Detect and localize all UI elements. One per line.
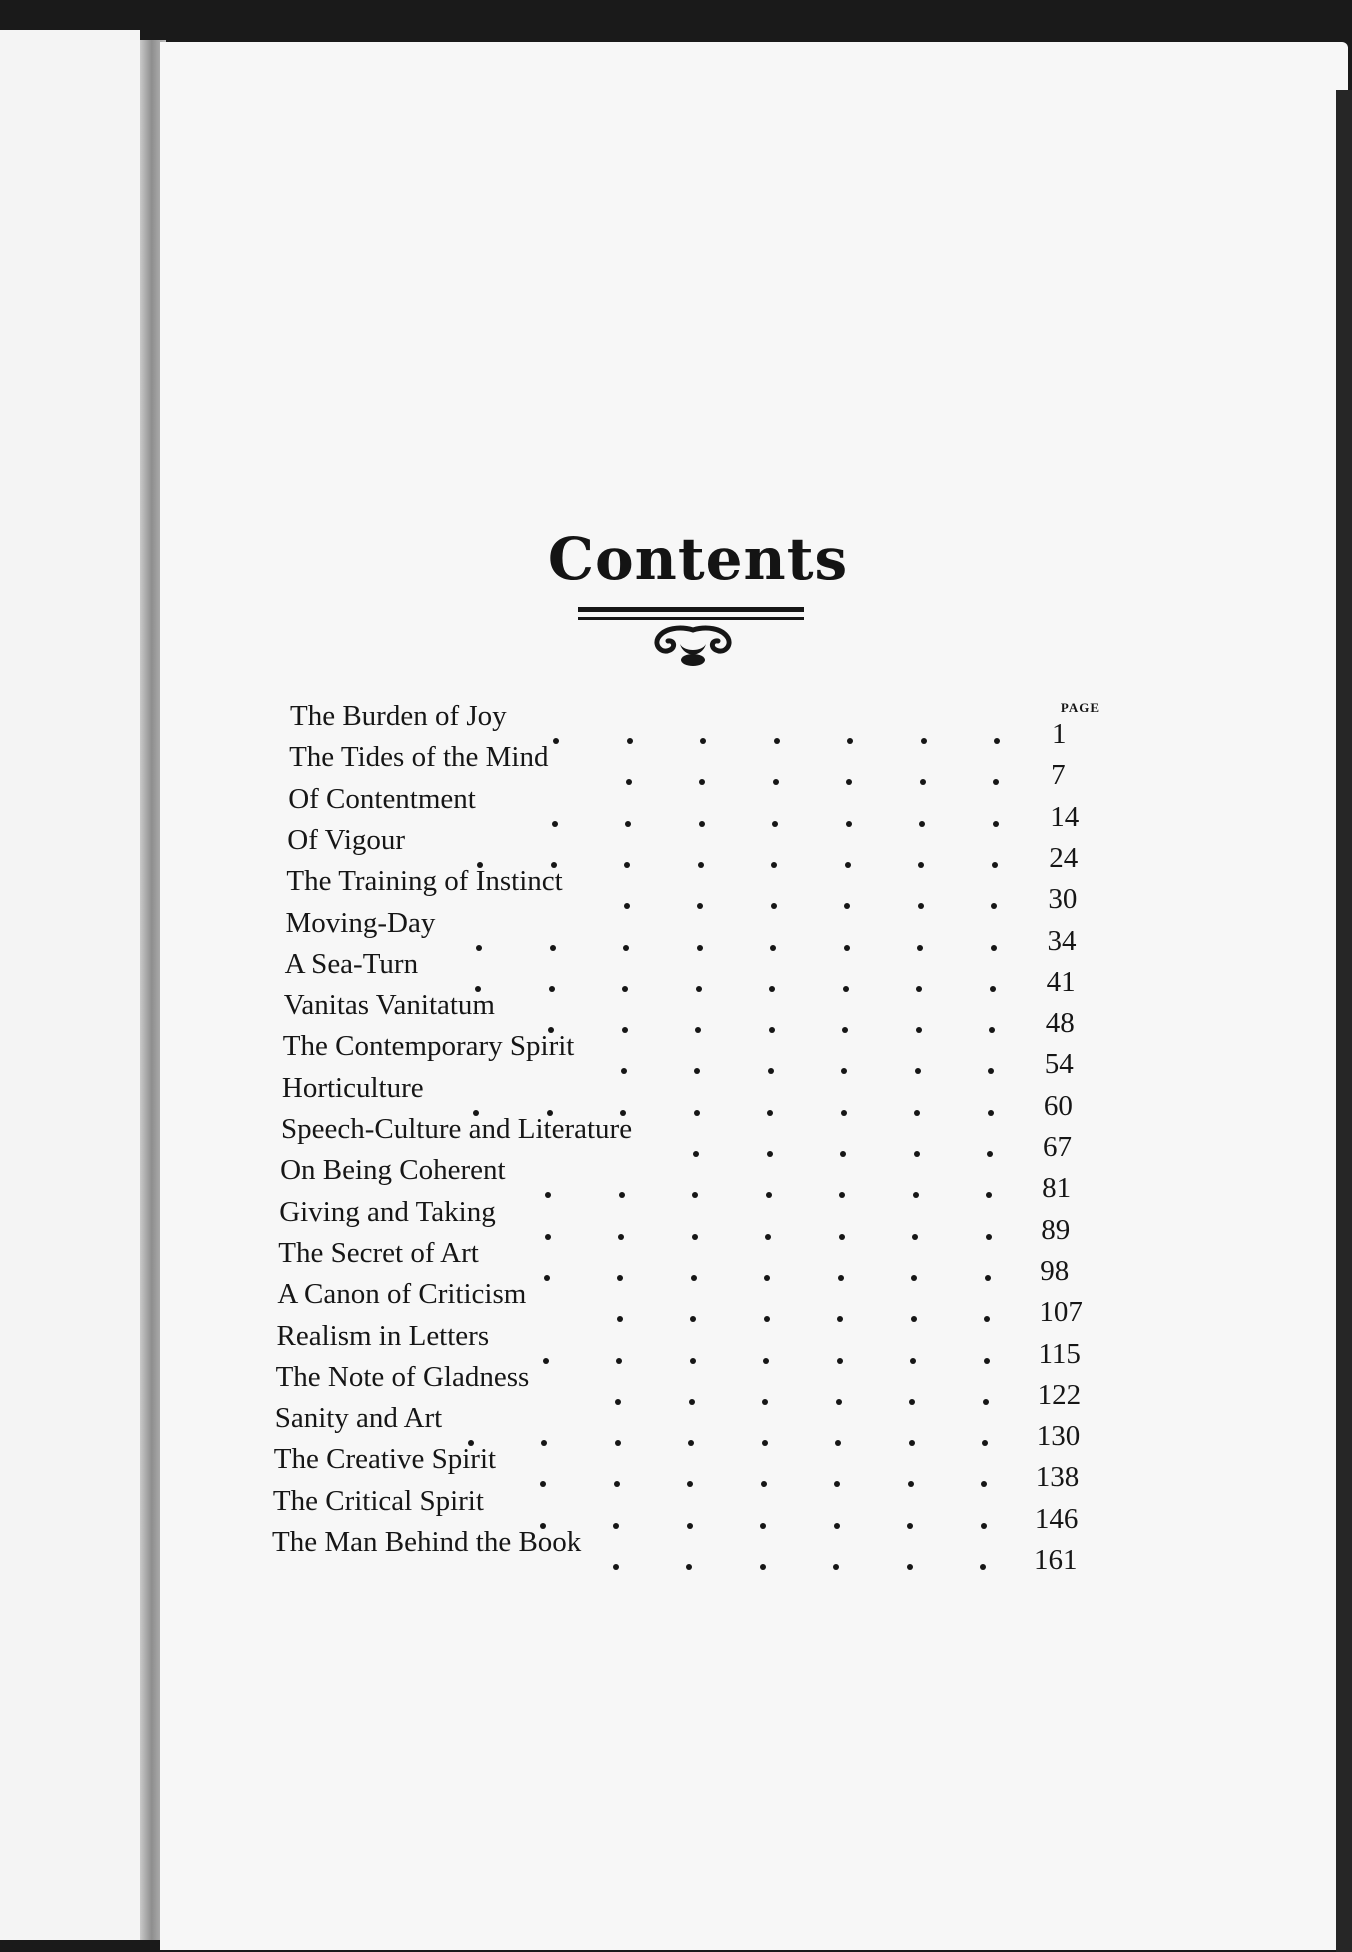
leader-dot	[614, 1481, 620, 1487]
leader-dot	[544, 1275, 550, 1281]
leader-dot	[766, 1192, 772, 1198]
toc-entry-title: Of Contentment	[288, 782, 476, 815]
leader-dot	[834, 1481, 840, 1487]
leader-dot	[912, 1234, 918, 1240]
leader-dot	[914, 1110, 920, 1116]
leader-dot	[613, 1564, 619, 1570]
leader-dot	[693, 1151, 699, 1157]
leader-dot	[770, 945, 776, 951]
leader-dot	[921, 738, 927, 744]
leader-dot	[910, 1358, 916, 1364]
leader-dot	[840, 1151, 846, 1157]
leader-dot	[986, 1192, 992, 1198]
leader-dot	[697, 903, 703, 909]
leader-dot	[772, 821, 778, 827]
leader-dot	[845, 862, 851, 868]
toc-entry-page: 30	[1048, 883, 1078, 916]
toc-entry-page: 48	[1045, 1007, 1075, 1040]
toc-entry-page: 67	[1043, 1131, 1072, 1163]
toc-entry-page: 122	[1037, 1378, 1082, 1411]
leader-dot	[541, 1440, 547, 1446]
leader-dot	[981, 1523, 987, 1529]
leader-dot	[773, 779, 779, 785]
leader-dot	[847, 738, 853, 744]
leader-dot	[994, 738, 1000, 744]
leader-dot	[911, 1275, 917, 1281]
leader-dot	[689, 1399, 695, 1405]
leader-dot	[553, 738, 559, 744]
toc-entry-title: A Canon of Criticism	[277, 1278, 527, 1311]
leader-dot	[836, 1399, 842, 1405]
toc-entry-title: Vanitas Vanitatum	[283, 989, 495, 1022]
toc-entry-title: The Training of Instinct	[286, 865, 563, 898]
leader-dot	[550, 945, 556, 951]
leader-dot	[545, 1192, 551, 1198]
leader-dot	[695, 1027, 701, 1033]
toc-entry-page: 146	[1034, 1502, 1079, 1535]
leader-dot	[984, 1358, 990, 1364]
leader-dot	[915, 1068, 921, 1074]
toc-entry-page: 24	[1049, 841, 1079, 874]
leader-dot	[699, 779, 705, 785]
leader-dot	[768, 1068, 774, 1074]
leader-dot	[834, 1523, 840, 1529]
leader-dot	[696, 986, 702, 992]
leader-dot	[839, 1192, 845, 1198]
leader-dot	[989, 1027, 995, 1033]
leader-dot	[837, 1358, 843, 1364]
page-column-label: PAGE	[1060, 700, 1100, 715]
leader-dot	[552, 821, 558, 827]
leader-dot	[769, 1027, 775, 1033]
leader-dot	[694, 1068, 700, 1074]
leader-dot	[774, 738, 780, 744]
leader-dot	[626, 779, 632, 785]
leader-dot	[913, 1192, 919, 1198]
leader-dot	[760, 1523, 766, 1529]
leader-dot	[835, 1440, 841, 1446]
leader-dot	[622, 986, 628, 992]
leader-dot	[760, 1564, 766, 1570]
leader-dot	[691, 1275, 697, 1281]
leader-dot	[769, 986, 775, 992]
toc-entry-title: On Being Coherent	[280, 1154, 506, 1187]
toc-entry-page: 7	[1051, 759, 1066, 792]
toc-entry-title: Sanity and Art	[274, 1402, 443, 1435]
leader-dot	[846, 821, 852, 827]
leader-dot	[698, 862, 704, 868]
toc-entry-page: 115	[1038, 1337, 1081, 1370]
leader-dot	[844, 903, 850, 909]
leader-dot	[920, 779, 926, 785]
toc-entry-title: The Critical Spirit	[272, 1484, 484, 1517]
leader-dot	[991, 945, 997, 951]
leader-dot	[686, 1564, 692, 1570]
leader-dot	[841, 1068, 847, 1074]
toc-entry-title: Speech-Culture and Literature	[281, 1113, 633, 1145]
toc-entry-page: 14	[1050, 800, 1080, 833]
toc-entry-title: Giving and Taking	[279, 1195, 496, 1228]
leader-dot	[616, 1358, 622, 1364]
toc-entry-title: The Man Behind the Book	[272, 1526, 582, 1558]
toc-entry-title: Moving-Day	[285, 906, 436, 939]
toc-entry-title: Realism in Letters	[276, 1319, 490, 1352]
leader-dot	[918, 903, 924, 909]
leader-dot	[764, 1316, 770, 1322]
leader-dot	[980, 1564, 986, 1570]
leader-dot	[842, 1027, 848, 1033]
leader-dot	[700, 738, 706, 744]
leader-dot	[911, 1316, 917, 1322]
leader-dot	[982, 1440, 988, 1446]
toc-entry-title: Of Vigour	[287, 823, 406, 856]
leader-dot	[991, 903, 997, 909]
leader-dot	[762, 1440, 768, 1446]
leader-dot	[907, 1564, 913, 1570]
contents-heading: Contents	[547, 525, 849, 593]
leader-dot	[545, 1234, 551, 1240]
toc-entry-page: 41	[1046, 965, 1076, 998]
leader-dot	[771, 862, 777, 868]
leader-dot	[767, 1110, 773, 1116]
leader-dot	[908, 1481, 914, 1487]
leader-dot	[761, 1481, 767, 1487]
leader-dot	[540, 1481, 546, 1487]
toc-entry-page: 54	[1044, 1048, 1074, 1081]
toc-entry-page: 89	[1041, 1213, 1071, 1246]
toc-entry-title: Horticulture	[281, 1071, 424, 1104]
leader-dot	[615, 1440, 621, 1446]
leader-dot	[833, 1564, 839, 1570]
toc-entry-page: 107	[1039, 1296, 1083, 1329]
leader-dot	[692, 1234, 698, 1240]
leader-dot	[622, 1027, 628, 1033]
leader-dot	[993, 821, 999, 827]
leader-dot	[623, 945, 629, 951]
leader-dot	[543, 1358, 549, 1364]
leader-dot	[837, 1316, 843, 1322]
leader-dot	[549, 986, 555, 992]
leader-dot	[838, 1275, 844, 1281]
leader-dot	[687, 1523, 693, 1529]
toc-entry-page: 98	[1040, 1254, 1070, 1287]
leader-dot	[993, 779, 999, 785]
leader-dot	[765, 1234, 771, 1240]
leader-dot	[690, 1358, 696, 1364]
leader-dot	[983, 1399, 989, 1405]
leader-dot	[767, 1151, 773, 1157]
leader-dot	[697, 945, 703, 951]
leader-dot	[692, 1192, 698, 1198]
toc-entry-title: The Secret of Art	[278, 1236, 479, 1269]
toc-entry-title: The Note of Gladness	[275, 1360, 530, 1393]
leader-dot	[907, 1523, 913, 1529]
leader-dot	[687, 1481, 693, 1487]
leader-dot	[617, 1275, 623, 1281]
leader-dot	[615, 1399, 621, 1405]
leader-dot	[918, 862, 924, 868]
leader-dot	[919, 821, 925, 827]
leader-dot	[617, 1316, 623, 1322]
leader-dot	[844, 945, 850, 951]
toc-entry-title: The Creative Spirit	[273, 1443, 497, 1476]
leader-dot	[843, 986, 849, 992]
toc-entry-page: 130	[1036, 1420, 1081, 1453]
leader-dot	[618, 1234, 624, 1240]
toc-entry-title: The Burden of Joy	[290, 700, 507, 732]
leader-dot	[694, 1110, 700, 1116]
leader-dot	[619, 1192, 625, 1198]
leader-dot	[914, 1151, 920, 1157]
leader-dot	[841, 1110, 847, 1116]
leader-dot	[763, 1358, 769, 1364]
toc-entry-title: The Contemporary Spirit	[282, 1030, 575, 1063]
leader-dot	[917, 945, 923, 951]
leader-dot	[762, 1399, 768, 1405]
leader-dot	[981, 1481, 987, 1487]
leader-dot	[986, 1234, 992, 1240]
leader-dot	[613, 1523, 619, 1529]
leader-dot	[909, 1399, 915, 1405]
leader-dot	[839, 1234, 845, 1240]
leader-dot	[627, 738, 633, 744]
leader-dot	[699, 821, 705, 827]
leader-dot	[624, 862, 630, 868]
leader-dot	[984, 1316, 990, 1322]
leader-dot	[916, 1027, 922, 1033]
leader-dot	[476, 945, 482, 951]
leader-dot	[688, 1440, 694, 1446]
toc-entry-page: 34	[1047, 924, 1077, 957]
toc-entry-page: 60	[1043, 1089, 1073, 1122]
toc-entry-page: 81	[1042, 1172, 1072, 1205]
leader-dot	[987, 1151, 993, 1157]
toc-entry-title: A Sea-Turn	[284, 947, 419, 980]
leader-dot	[990, 986, 996, 992]
leader-dot	[988, 1068, 994, 1074]
toc-entry-page: 1	[1052, 718, 1067, 750]
toc-entry-title: The Tides of the Mind	[289, 741, 549, 774]
leader-dot	[621, 1068, 627, 1074]
toc-entry-page: 138	[1035, 1461, 1080, 1494]
leader-dot	[916, 986, 922, 992]
leader-dot	[690, 1316, 696, 1322]
leader-dot	[992, 862, 998, 868]
leader-dot	[909, 1440, 915, 1446]
leader-dot	[624, 903, 630, 909]
leader-dot	[988, 1110, 994, 1116]
leader-dot	[625, 821, 631, 827]
toc-entry-page: 161	[1034, 1544, 1078, 1576]
leader-dot	[846, 779, 852, 785]
leader-dot	[764, 1275, 770, 1281]
leader-dot	[985, 1275, 991, 1281]
leader-dot	[771, 903, 777, 909]
